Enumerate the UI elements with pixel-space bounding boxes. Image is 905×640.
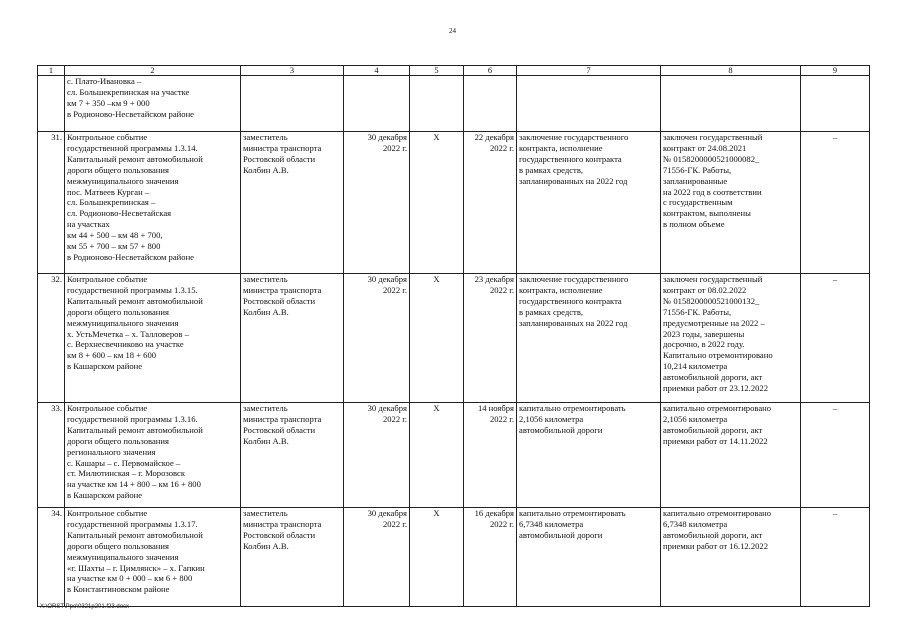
column-header: 6 <box>464 66 517 76</box>
col5-cell: Х <box>410 132 464 274</box>
responsible-line: заместитель <box>243 508 288 518</box>
page-number: 24 <box>449 27 456 35</box>
expected-line: автомобильной дороги <box>519 424 603 435</box>
event-line: государственной программы 1.3.14. <box>67 142 198 153</box>
event-line: межмуниципального значения <box>67 551 179 562</box>
plan-date-line: 30 декабря <box>367 274 407 284</box>
actual-result-cell <box>661 508 801 607</box>
continuation-row <box>38 76 870 132</box>
plan-date-line: 30 декабря <box>367 132 407 142</box>
result-line: в полном объеме <box>663 219 725 230</box>
expected-result-cell <box>517 508 661 607</box>
responsible-line: министра транспорта <box>243 413 322 424</box>
event-cell <box>65 403 241 508</box>
plan-date-line: 2022 г. <box>382 413 407 424</box>
fact-date-line: 22 декабря <box>474 132 514 142</box>
event-line: в Кашарском районе <box>67 490 143 501</box>
expected-result-cell <box>517 132 661 274</box>
program-events-table <box>37 65 870 607</box>
event-line: на участке км 14 + 800 – км 16 + 800 <box>67 479 201 490</box>
table-row <box>38 274 870 403</box>
fact-date-line: 16 декабря <box>474 508 514 518</box>
result-line: 6,7348 километра <box>663 518 728 529</box>
event-line: «г. Шахты – г. Цимлянск» – х. Гапкин <box>67 562 205 573</box>
result-line: с государственным <box>663 197 733 208</box>
column-header: 5 <box>410 66 464 76</box>
event-line: Контрольное событие <box>67 403 148 413</box>
actual-result-cell <box>661 403 801 508</box>
result-line: приемки работ от 16.12.2022 <box>663 540 769 551</box>
column-header: 9 <box>801 66 870 76</box>
event-line: регионального значения <box>67 446 156 457</box>
expected-line: запланированных на 2022 год <box>519 317 628 328</box>
expected-line: в рамках средств, <box>519 306 584 317</box>
result-line: № 0158200000521000132_ <box>663 295 760 306</box>
event-line: дороги общего пользования <box>67 164 169 175</box>
column-header: 2 <box>65 66 241 76</box>
expected-line: запланированных на 2022 год <box>519 175 628 186</box>
responsible-line: Ростовской области <box>243 424 316 435</box>
actual-result-cell <box>661 132 801 274</box>
result-line: 71556-ГК. Работы, <box>663 164 732 175</box>
responsible-line: Колбин А.В. <box>243 540 289 551</box>
event-line: межмуниципального значения <box>67 317 179 328</box>
result-line: контракт от 08.02.2022 <box>663 284 747 295</box>
result-line: заключен государственный <box>663 274 763 284</box>
event-cell <box>65 132 241 274</box>
fact-date-cell <box>464 132 517 274</box>
expected-result-cell <box>517 403 661 508</box>
plan-date-line: 30 декабря <box>367 508 407 518</box>
event-line: с. Кашары – с. Первомайское – <box>67 457 181 468</box>
fact-date-cell <box>464 76 517 132</box>
result-line: предусмотренные на 2022 – <box>663 317 765 328</box>
responsible-line: заместитель <box>243 132 288 142</box>
event-line: на участках <box>67 219 110 230</box>
event-line: Капитальный ремонт автомобильной <box>67 153 203 164</box>
responsible-line: Ростовской области <box>243 529 316 540</box>
responsible-line: Колбин А.В. <box>243 435 289 446</box>
plan-date-cell <box>344 76 410 132</box>
expected-line: капитально отремонтировать <box>519 403 626 413</box>
col5-cell: Х <box>410 508 464 607</box>
responsible-cell <box>241 508 344 607</box>
col9-cell: – <box>801 508 870 607</box>
responsible-line: заместитель <box>243 403 288 413</box>
event-line: в Родионово-Несветайском районе <box>67 108 194 119</box>
col9-cell <box>801 76 870 132</box>
row-number: 33. <box>38 403 65 508</box>
col9-cell: – <box>801 132 870 274</box>
event-line: км 55 + 700 – км 57 + 800 <box>67 241 161 252</box>
col5-cell <box>410 76 464 132</box>
expected-line: капитально отремонтировать <box>519 508 626 518</box>
plan-date-cell <box>344 132 410 274</box>
result-line: капитально отремонтировано <box>663 403 772 413</box>
plan-date-cell <box>344 403 410 508</box>
expected-line: контракта, исполнение <box>519 142 603 153</box>
result-line: приемки работ от 14.11.2022 <box>663 435 768 446</box>
actual-result-cell <box>661 274 801 403</box>
col5-cell: Х <box>410 403 464 508</box>
result-line: на 2022 год в соответствии <box>663 186 762 197</box>
table-row <box>38 132 870 274</box>
expected-result-cell <box>517 76 661 132</box>
expected-line: контракта, исполнение <box>519 284 603 295</box>
plan-date-line: 2022 г. <box>382 284 407 295</box>
col5-cell: Х <box>410 274 464 403</box>
event-line: на участке км 0 + 000 – км 6 + 800 <box>67 573 193 584</box>
responsible-cell <box>241 132 344 274</box>
event-line: государственной программы 1.3.15. <box>67 284 198 295</box>
expected-line: 2,1056 километра <box>519 413 584 424</box>
event-line: х. УстьМечетка – х. Талловеров – <box>67 328 189 339</box>
expected-line: государственного контракта <box>519 153 622 164</box>
event-line: пос. Матвеев Курган – <box>67 186 150 197</box>
event-line: государственной программы 1.3.16. <box>67 413 198 424</box>
row-number-cell <box>38 76 65 132</box>
plan-date-cell <box>344 508 410 607</box>
event-line: Капитальный ремонт автомобильной <box>67 424 203 435</box>
event-line: сл. Большекрепинская – <box>67 197 156 208</box>
responsible-line: Ростовской области <box>243 153 316 164</box>
event-line: км 44 + 500 – км 48 + 700, <box>67 230 163 241</box>
result-line: контрактом, выполнены <box>663 208 751 219</box>
event-line: с. Верхнесвечниково на участке <box>67 339 184 350</box>
expected-result-cell <box>517 274 661 403</box>
table-row <box>38 508 870 607</box>
result-line: 10,214 километра <box>663 361 728 372</box>
row-number: 32. <box>38 274 65 403</box>
fact-date-line: 23 декабря <box>474 274 514 284</box>
plan-date-line: 2022 г. <box>382 142 407 153</box>
event-line: км 8 + 600 – км 18 + 600 <box>67 350 157 361</box>
row-number: 34. <box>38 508 65 607</box>
event-line: дороги общего пользования <box>67 540 169 551</box>
fact-date-cell <box>464 403 517 508</box>
event-line: ст. Милютинская – г. Морозовск <box>67 468 186 479</box>
responsible-cell <box>241 403 344 508</box>
plan-date-line: 2022 г. <box>382 518 407 529</box>
column-header: 4 <box>344 66 410 76</box>
event-cell <box>65 508 241 607</box>
expected-line: в рамках средств, <box>519 164 584 175</box>
expected-line: государственного контракта <box>519 295 622 306</box>
result-line: приемки работ от 23.12.2022 <box>663 383 769 394</box>
result-line: 71556-ГК. Работы, <box>663 306 732 317</box>
event-line: Контрольное событие <box>67 508 148 518</box>
event-line: сл. Родионово-Несветайская <box>67 208 172 219</box>
result-line: № 0158200000521000082_ <box>663 153 760 164</box>
event-line: дороги общего пользования <box>67 306 169 317</box>
event-line: в Константиновском районе <box>67 584 170 595</box>
expected-line: заключение государственного <box>519 132 629 142</box>
expected-line: автомобильной дороги <box>519 529 603 540</box>
col9-cell: – <box>801 274 870 403</box>
column-header: 1 <box>38 66 65 76</box>
fact-date-line: 2022 г. <box>489 413 514 424</box>
event-line: межмуниципального значения <box>67 175 179 186</box>
event-line: Капитальный ремонт автомобильной <box>67 529 203 540</box>
fact-date-line: 2022 г. <box>489 518 514 529</box>
fact-date-line: 2022 г. <box>489 284 514 295</box>
event-cell <box>65 76 241 132</box>
event-line: Капитальный ремонт автомобильной <box>67 295 203 306</box>
event-line: в Родионово-Несветайском районе <box>67 251 194 262</box>
result-line: автомобильной дороги, акт <box>663 424 763 435</box>
responsible-line: Колбин А.В. <box>243 306 289 317</box>
responsible-line: Ростовской области <box>243 295 316 306</box>
event-line: км 7 + 350 –км 9 + 000 <box>67 97 150 108</box>
fact-date-line: 14 ноября <box>477 403 514 413</box>
responsible-cell <box>241 76 344 132</box>
responsible-cell <box>241 274 344 403</box>
responsible-line: министра транспорта <box>243 518 322 529</box>
responsible-line: министра транспорта <box>243 142 322 153</box>
event-line: государственной программы 1.3.17. <box>67 518 198 529</box>
table-row <box>38 403 870 508</box>
fact-date-cell <box>464 508 517 607</box>
expected-line: 6,7348 километра <box>519 518 584 529</box>
result-line: заключен государственный <box>663 132 763 142</box>
column-header: 7 <box>517 66 661 76</box>
fact-date-cell <box>464 274 517 403</box>
responsible-line: министра транспорта <box>243 284 322 295</box>
plan-date-cell <box>344 274 410 403</box>
responsible-line: Колбин А.В. <box>243 164 289 175</box>
result-line: Капитально отремонтировано <box>663 350 773 361</box>
event-line: Контрольное событие <box>67 132 148 142</box>
file-path-footer: X:\ORST\Ppo\0321p201.f23.docx <box>40 604 130 610</box>
result-line: автомобильной дороги, акт <box>663 372 763 383</box>
col9-cell: – <box>801 403 870 508</box>
event-cell <box>65 274 241 403</box>
expected-line: заключение государственного <box>519 274 629 284</box>
result-line: досрочно, в 2022 году. <box>663 339 745 350</box>
result-line: запланированные <box>663 175 728 186</box>
plan-date-line: 30 декабря <box>367 403 407 413</box>
result-line: 2,1056 километра <box>663 413 728 424</box>
result-line: 2023 годы, завершены <box>663 328 745 339</box>
responsible-line: заместитель <box>243 274 288 284</box>
actual-result-cell <box>661 76 801 132</box>
event-line: сл. Большекрепинская на участке <box>67 86 190 97</box>
column-header: 8 <box>661 66 801 76</box>
result-line: контракт от 24.08.2021 <box>663 142 747 153</box>
column-number-row <box>38 66 870 76</box>
event-line: с. Плато-Ивановка – <box>67 76 142 86</box>
event-line: Контрольное событие <box>67 274 148 284</box>
result-line: капитально отремонтировано <box>663 508 772 518</box>
result-line: автомобильной дороги, акт <box>663 529 763 540</box>
fact-date-line: 2022 г. <box>489 142 514 153</box>
event-line: в Кашарском районе <box>67 361 143 372</box>
row-number: 31. <box>38 132 65 274</box>
column-header: 3 <box>241 66 344 76</box>
event-line: дороги общего пользования <box>67 435 169 446</box>
